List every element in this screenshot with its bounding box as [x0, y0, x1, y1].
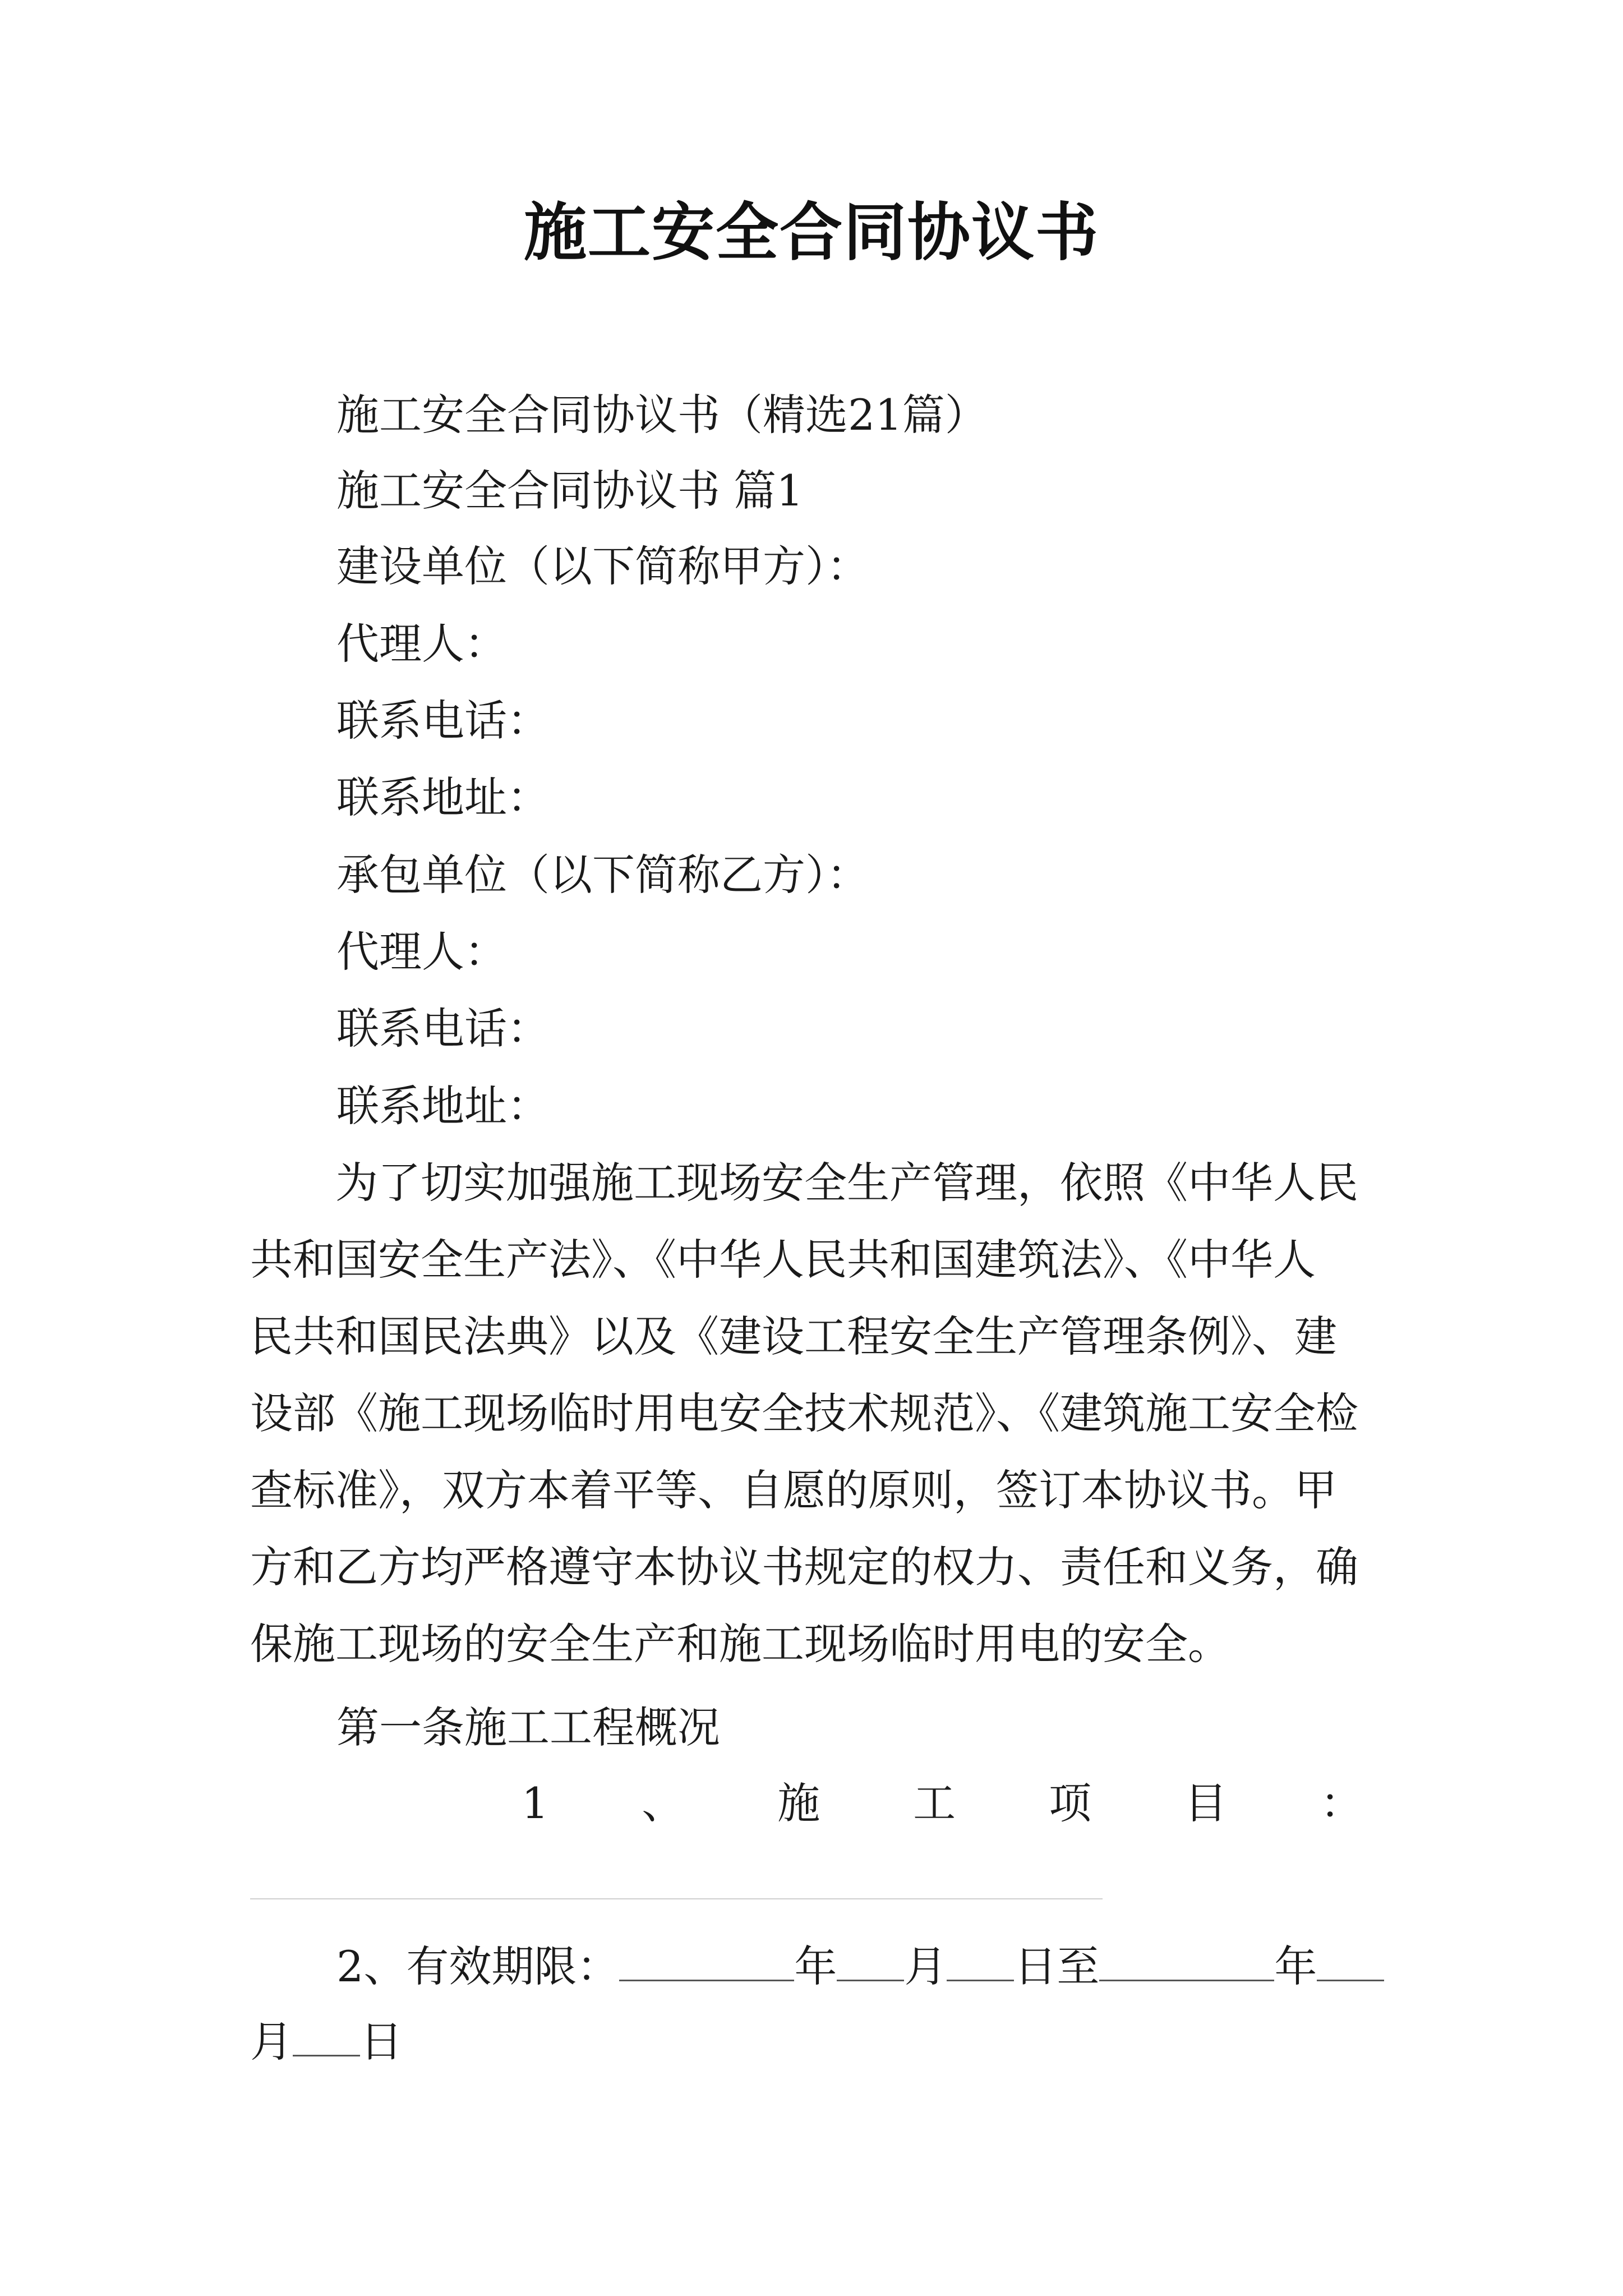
party-a-address-line: 联系地址： [336, 772, 550, 822]
month-text: 月 [250, 2017, 293, 2067]
item1-construction-project [522, 1775, 1363, 1832]
day-to-text: 日至 [1014, 1941, 1100, 1991]
day-blank [947, 1940, 1014, 1981]
party-b-agent-line: 代理人： [336, 927, 507, 977]
subtitle-line: 施工安全合同协议书（精选21篇） [336, 390, 988, 440]
item1-underline [250, 1898, 1103, 1899]
month-text: 月 [904, 1941, 947, 1991]
year-text: 年 [794, 1941, 837, 1991]
day-text: 日 [360, 2017, 403, 2067]
paragraph-row: 共和国安全生产法》、《中华人民共和国建筑法》、《中华人 [250, 1235, 1316, 1285]
party-b-address-line: 联系地址： [336, 1081, 550, 1131]
paragraph-row: 设部《施工现场临时用电安全技术规范》、《建筑施工安全检 [250, 1388, 1358, 1438]
party-b-phone-line: 联系电话： [336, 1004, 550, 1053]
year-blank [619, 1940, 794, 1981]
month-blank [1317, 1940, 1384, 1981]
paragraph-row: 民共和国民法典》以及《建设工程安全生产管理条例》、建 [250, 1312, 1337, 1361]
item2-validity-line [336, 1939, 1384, 1995]
party-a-agent-line: 代理人： [336, 619, 507, 669]
item1-char: 施 [777, 1778, 820, 1828]
item1-char: 目 [1184, 1778, 1228, 1828]
item1-char: ： [1320, 1778, 1363, 1828]
item1-char: 工 [913, 1778, 956, 1828]
body-paragraph [250, 1144, 1389, 1682]
paragraph-row: 方和乙方均严格遵守本协议书规定的权力、责任和义务，确 [250, 1542, 1358, 1592]
paragraph-row: 保施工现场的安全生产和施工现场临时用电的安全。 [250, 1619, 1230, 1669]
section-heading: 第一条施工工程概况 [336, 1703, 720, 1752]
year-text: 年 [1274, 1941, 1317, 1991]
paragraph-row: 查标准》，双方本着平等、自愿的原则，签订本协议书。甲 [250, 1465, 1337, 1515]
paragraph-row: 为了切实加强施工现场安全生产管理，依照《中华人民 [335, 1158, 1358, 1208]
party-b-line: 承包单位（以下简称乙方）： [336, 850, 869, 900]
month-blank [837, 1940, 904, 1981]
item1-char: 、 [642, 1778, 685, 1828]
item1-char: 1 [522, 1778, 549, 1828]
day-blank [293, 2016, 360, 2056]
item2-label: 2、有效期限： [336, 1941, 620, 1991]
party-a-line: 建设单位（以下简称甲方）： [336, 541, 869, 591]
party-a-phone-line: 联系电话： [336, 696, 550, 746]
section-line: 施工安全合同协议书 篇1 [336, 466, 804, 516]
document-title: 施工安全合同协议书 [524, 196, 1099, 269]
item1-char: 项 [1049, 1778, 1092, 1828]
item2-continuation-line [250, 2014, 403, 2070]
year-blank [1099, 1940, 1274, 1981]
